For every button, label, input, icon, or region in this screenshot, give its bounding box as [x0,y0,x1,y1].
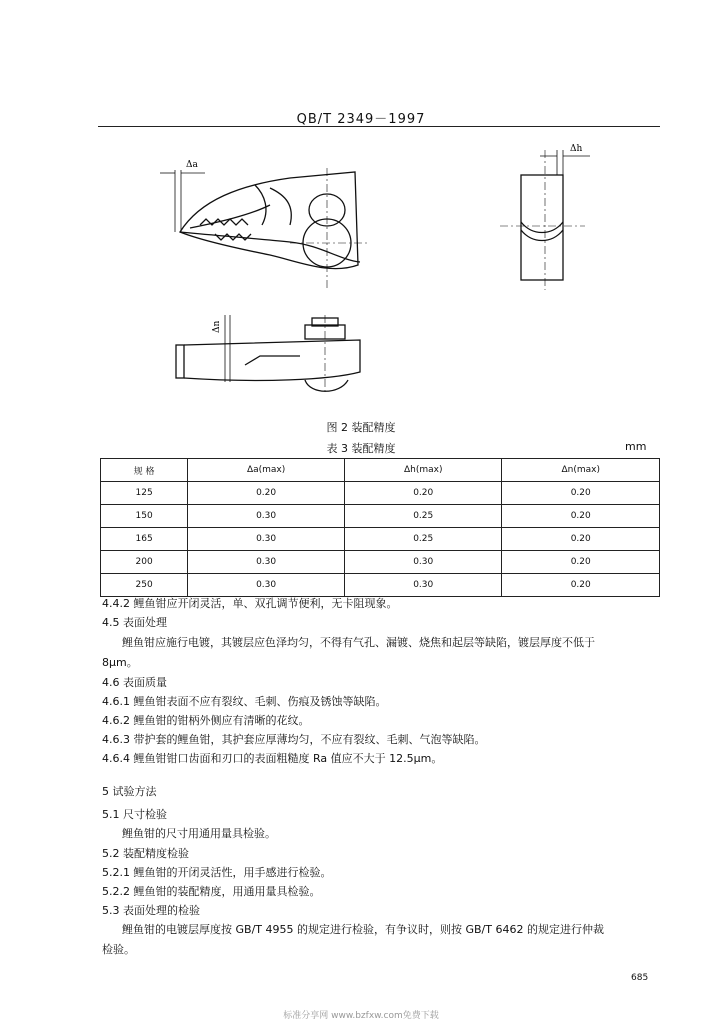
cell-spec: 150 [101,505,188,528]
assembly-precision-figure [0,0,722,420]
cell-delta-h: 0.30 [344,551,502,574]
standard-code-header: QB/T 2349－1997 [296,112,426,127]
header-delta-n: Δn(max) [502,459,660,482]
clause-4-6-title: 4.6 表面质量 [102,676,167,689]
clause-4-5-body-line1: 鲤鱼钳应施行电镀，其镀层应色泽均匀，不得有气孔、漏镀、烧焦和起层等缺陷，镀层厚度不低于 [122,636,595,649]
cell-delta-n: 0.20 [502,574,660,597]
table-caption: 表 3 装配精度 [326,442,396,455]
figure-caption: 图 2 装配精度 [326,421,396,434]
delta-n-marker [225,315,230,382]
delta-h-label: Δh [570,144,583,154]
table-header-row [101,459,660,482]
delta-a-label: Δa [186,160,198,170]
table-row [101,528,660,551]
centre-lines [290,150,585,395]
clause-5-2-title: 5.2 装配精度检验 [102,847,189,860]
cell-delta-h: 0.20 [344,482,502,505]
section-5-title: 5 试验方法 [102,785,157,798]
cell-delta-h: 0.25 [344,505,502,528]
header-delta-a: Δa(max) [188,459,345,482]
cell-delta-a: 0.20 [188,482,345,505]
table-row [101,574,660,597]
clause-4-6-3: 4.6.3 带护套的鲤鱼钳，其护套应厚薄均匀，不应有裂纹、毛刺、气泡等缺陷。 [102,733,486,746]
clause-4-6-2: 4.6.2 鲤鱼钳的钳柄外侧应有清晰的花纹。 [102,714,310,727]
clause-4-5-title: 4.5 表面处理 [102,616,167,629]
cell-spec: 125 [101,482,188,505]
clause-4-4-2: 4.4.2 鲤鱼钳应开闭灵活，单、双孔调节便利，无卡阻现象。 [102,597,398,610]
cell-delta-a: 0.30 [188,574,345,597]
cell-delta-h: 0.30 [344,574,502,597]
table-unit: mm [625,440,647,453]
clause-5-2-1: 5.2.1 鲤鱼钳的开闭灵活性，用手感进行检验。 [102,866,332,879]
clause-5-3-title: 5.3 表面处理的检验 [102,904,200,917]
table-row [101,551,660,574]
plier-head-top-view [180,172,360,269]
page-number: 685 [631,973,649,983]
clause-5-3-body-line2: 检验。 [102,943,135,956]
plier-side-view [176,318,360,391]
clause-5-3-body-line1: 鲤鱼钳的电镀层厚度按 GB/T 4955 的规定进行检验，有争议时，则按 GB/T 6462 的规定进行仲裁 [122,923,604,936]
table-row [101,482,660,505]
delta-a-marker [160,170,205,232]
cell-delta-n: 0.20 [502,551,660,574]
cell-delta-n: 0.20 [502,505,660,528]
assembly-precision-table [100,458,660,597]
cell-spec: 250 [101,574,188,597]
cell-delta-n: 0.20 [502,528,660,551]
header-delta-h: Δh(max) [344,459,502,482]
cell-spec: 165 [101,528,188,551]
table-row [101,505,660,528]
cell-delta-a: 0.30 [188,551,345,574]
clause-4-6-4: 4.6.4 鲤鱼钳钳口齿面和刃口的表面粗糙度 Ra 值应不大于 12.5μm。 [102,752,443,765]
cell-delta-h: 0.25 [344,528,502,551]
clause-4-6-1: 4.6.1 鲤鱼钳表面不应有裂纹、毛刺、伤痕及锈蚀等缺陷。 [102,695,387,708]
header-spec: 规 格 [101,459,188,482]
delta-n-label: Δn [212,320,222,333]
cell-spec: 200 [101,551,188,574]
clause-4-5-body-line2: 8μm。 [102,656,138,669]
delta-h-marker [540,150,590,175]
jaw-side-view [521,175,563,280]
cell-delta-a: 0.30 [188,528,345,551]
source-watermark: 标准分享网 www.bzfxw.com免费下载 [283,1011,439,1021]
cell-delta-n: 0.20 [502,482,660,505]
clause-5-1-body: 鲤鱼钳的尺寸用通用量具检验。 [122,827,276,840]
clause-5-1-title: 5.1 尺寸检验 [102,808,167,821]
cell-delta-a: 0.30 [188,505,345,528]
clause-5-2-2: 5.2.2 鲤鱼钳的装配精度，用通用量具检验。 [102,885,321,898]
